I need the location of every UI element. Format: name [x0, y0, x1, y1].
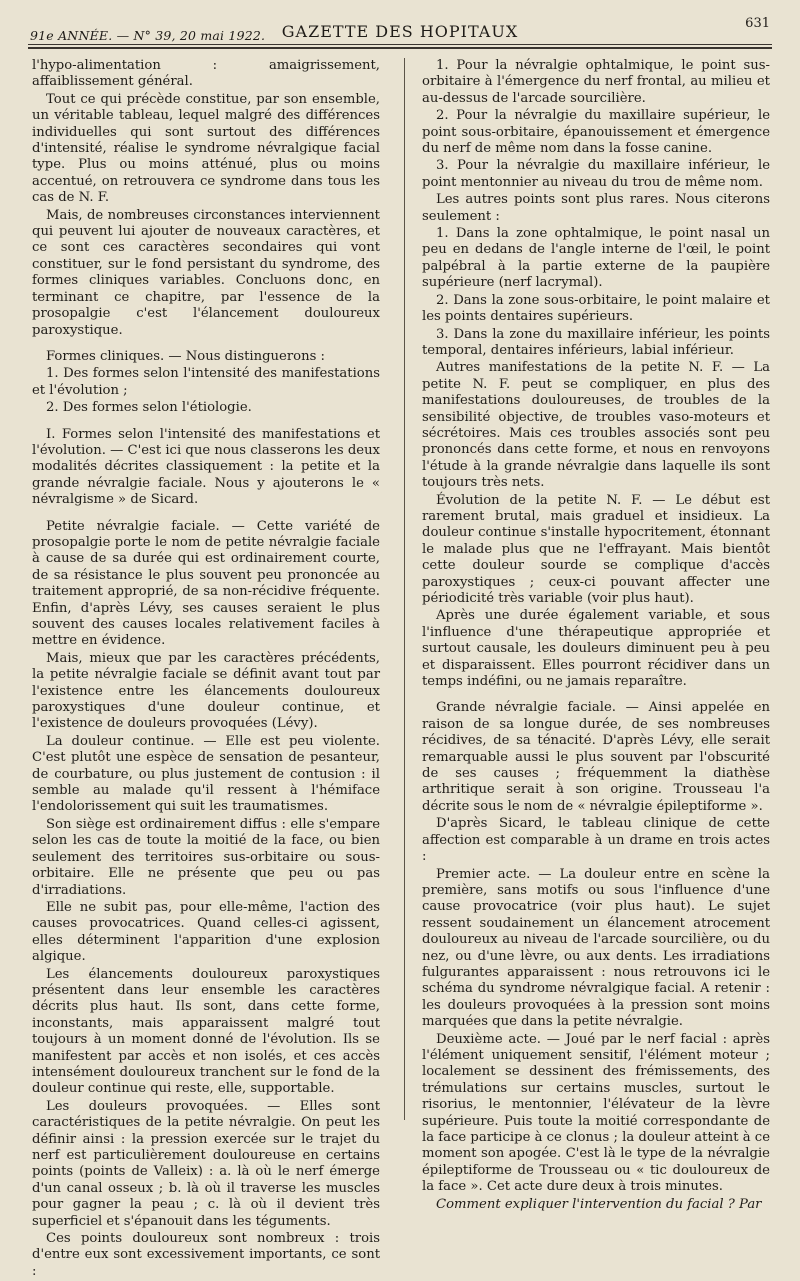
header-rule — [28, 44, 772, 45]
page-number: 631 — [745, 16, 770, 31]
paragraph: Évolution de la petite N. F. — Le début est rarement brutal, mais graduel et insidieux. La douleur continue s'installe hypocritement, étonnant le malade plus que ne l'effrayant. Mais bientôt cette douleur sourde se complique d'accès paroxystiques ; ceux-ci pouvant affecter une périodicité très variable (voir plus haut). — [422, 492, 770, 606]
column-separator — [404, 58, 405, 1120]
paragraph: Tout ce qui précède constitue, par son ensemble, un véritable tableau, lequel malgré des différences individuelles qui sont surtout des différences d'intensité, réalise le syndrome névralgique facial type. Plus ou moins atténué, plus ou moins accentué, on retrouvera ce syndrome dans tous les cas de N. F. — [32, 91, 380, 206]
paragraph: Les élancements douloureux paroxystiques présentent dans leur ensemble les caractères décrits plus haut. Ils sont, dans cette forme, inconstants, mais apparaissent malgré tout toujours à un moment donné de l'évolution. Ils se manifestent par accès et non isolés, et ces accès intensément douloureux tranchent sur le fond de la douleur continue qui reste, elle, supportable. — [32, 966, 380, 1097]
list-item: 2. Dans la zone sous-orbitaire, le point malaire et les points dentaires supérieurs. — [422, 292, 770, 325]
list-item: 1. Dans la zone ophtalmique, le point nasal un peu en dedans de l'angle interne de l'œil, le point palpébral à la partie externe de la paupière supérieure (nerf lacrymal). — [422, 226, 770, 291]
paragraph: Ces points douloureux sont nombreux : trois d'entre eux sont excessivement importants, ce sont : — [32, 1231, 380, 1279]
left-column — [32, 58, 380, 1281]
right-column — [422, 58, 770, 1214]
list-item: 3. Pour la névralgie du maxillaire inférieur, le point mentonnier au niveau du trou de même nom. — [422, 158, 770, 190]
paragraph: Mais, de nombreuses circonstances interviennent qui peuvent lui ajouter de nouveaux caractères, et ce sont ces caractères secondaires qui vont constituer, sur le fond persistant du syndrome, des formes cliniques variables. Concluons donc, en terminant ce chapitre, par l'essence de la prosopalgie c'est l'élancement douloureux paroxystique. — [32, 207, 380, 338]
subsection-paragraph: I. Formes selon l'intensité des manifestations et l'évolution. — C'est ici que nous classerons les deux modalités décrites classiquement : la petite et la grande névralgie faciale. Nous y ajouterons le « névralgisme » de Sicard. — [32, 426, 380, 508]
paragraph: Après une durée également variable, et sous l'influence d'une thérapeutique appropriée et surtout causale, les douleurs diminuent peu à peu et disparaissent. Elles pourront récidiver dans un temps indéfini, ou ne jamais reparaître. — [422, 608, 770, 690]
paragraph: Les autres points sont plus rares. Nous citerons seulement : — [422, 192, 770, 224]
paragraph: Autres manifestations de la petite N. F. — La petite N. F. peut se compliquer, en plus des manifestations douloureuses, de troubles de la sensibilité objective, de troubles vaso-moteurs et sécrétoires. Mais ces troubles associés sont peu prononcés dans cette forme, et nous en renvoyons l'étude à la grande névralgie dans laquelle ils sont toujours très nets. — [422, 360, 770, 491]
list-item: 1. Des formes selon l'intensité des manifestations et l'évolution ; — [32, 366, 380, 398]
paragraph: Elle ne subit pas, pour elle-même, l'action des causes provocatrices. Quand celles-ci agissent, elles déterminent l'apparition d'une explosion algique. — [32, 899, 380, 965]
paragraph: Deuxième acte. — Joué par le nerf facial : après l'élément uniquement sensitif, l'élément moteur ; localement se dessinent des frémissements, des trémulations sur certains muscles, surtout le risorius, le mentonnier, l'élévateur de la lèvre supérieure. Puis toute la moitié correspondante de la face participe à ce clonus ; la douleur atteint à ce moment son apogée. C'est là le type de la névralgie épileptiforme de Trousseau ou « tic douloureux de la face ». Cet acte dure deux à trois minutes. — [422, 1031, 770, 1195]
paragraph: Son siège est ordinairement diffus : elle s'empare selon les cas de toute la moitié de la face, ou bien seulement des territoires sus-orbitaire ou sous-orbitaire. Elle ne présente que peu ou pas d'irradiations. — [32, 816, 380, 898]
journal-title: GAZETTE DES HOPITAUX — [281, 22, 519, 41]
list-item: 2. Des formes selon l'étiologie. — [46, 400, 252, 416]
paragraph: l'hypo-alimentation : amaigrissement, affaiblissement général. — [32, 58, 380, 90]
list-item: 2. Pour la névralgie du maxillaire supérieur, le point sous-orbitaire, épanouissement et émergence du nerf de même nom dans la fosse canine. — [422, 108, 770, 157]
subsection-paragraph: Petite névralgie faciale. — Cette variété de prosopalgie porte le nom de petite névralgie faciale à cause de sa durée qui est ordinairement courte, de sa résistance le plus souvent peu prononcée au traitement approprié, de sa non-récidive fréquente. Enfin, d'après Lévy, ses causes seraient le plus souvent des causes locales relativement faciles à mettre en évidence. — [32, 518, 380, 649]
paragraph: La douleur continue. — Elle est peu violente. C'est plutôt une espèce de sensation de pesanteur, de courbature, ou plus justement de contusion : il semble au malade qu'il ressent à l'hémiface l'endolorissement qui suit les traumatismes. — [32, 733, 380, 815]
subsection-paragraph: Grande névralgie faciale. — Ainsi appelée en raison de sa longue durée, de ses nombreuses récidives, de sa ténacité. D'après Lévy, elle serait remarquable aussi le plus souvent par l'obscurité de ses causes ; fréquemment la diathèse arthritique serait à son origine. Trousseau l'a décrite sous le nom de « névralgie épileptiforme ». — [422, 700, 770, 814]
paragraph: Premier acte. — La douleur entre en scène la première, sans motifs ou sous l'influence d'une cause provocatrice (voir plus haut). Le sujet ressent soudainement un élancement atrocement douloureux au niveau de l'arcade sourcilière, ou du nez, ou d'une lèvre, ou aux dents. Les irradiations fulgurantes apparaissent : nous retrouvons ici le schéma du syndrome névralgique facial. A retenir : les douleurs provoquées à la pression sont moins marquées que dans la petite névralgie. — [422, 866, 770, 1030]
paragraph: D'après Sicard, le tableau clinique de cette affection est comparable à un drame en trois actes : — [422, 816, 770, 865]
paragraph: Mais, mieux que par les caractères précédents, la petite névralgie faciale se définit avant tout par l'existence entre les élancements douloureux paroxystiques d'une douleur continue, et l'existence de douleurs provoquées (Lévy). — [32, 650, 380, 732]
page-header — [30, 14, 770, 44]
list-item: 1. Pour la névralgie ophtalmique, le point sus-orbitaire à l'émergence du nerf frontal, au milieu et au-dessus de l'arcade sourcilière. — [422, 58, 770, 106]
paragraph: Comment expliquer l'intervention du facial ? Par — [436, 1196, 762, 1212]
header-rule-double — [28, 47, 772, 49]
paragraph: Les douleurs provoquées. — Elles sont caractéristiques de la petite névralgie. On peut les définir ainsi : la pression exercée sur le trajet du nerf est particulièrement douloureuse en certains points (points de Valleix) : a. là où le nerf émerge d'un canal osseux ; b. là où il traverse les muscles pour gagner la peau ; c. là où il devient très superficiel et s'épanouit dans les téguments. — [32, 1098, 380, 1229]
section-heading: Formes cliniques. — Nous distinguerons : — [46, 348, 325, 364]
issue-line: 91e ANNÉE. — N° 39, 20 mai 1922. — [30, 28, 266, 43]
list-item: 3. Dans la zone du maxillaire inférieur, les points temporal, dentaires inférieurs, labial inférieur. — [422, 326, 770, 358]
